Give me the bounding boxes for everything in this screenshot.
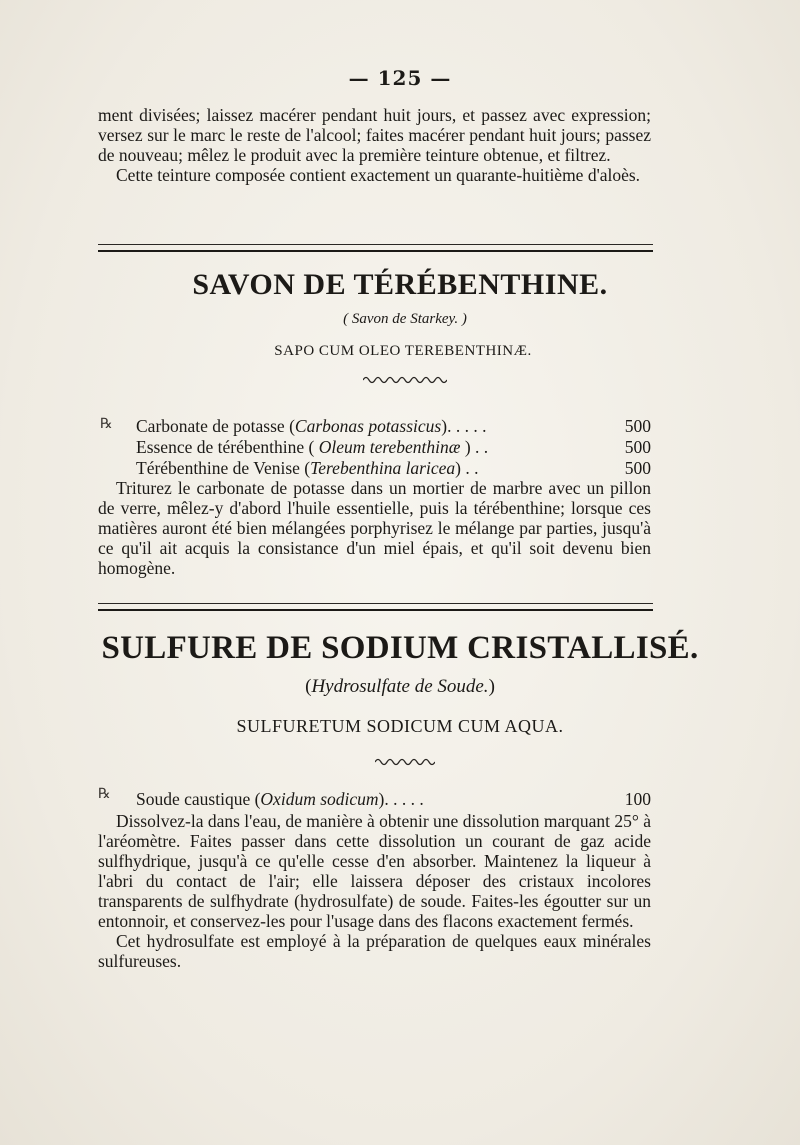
- section1-title: SAVON DE TÉRÉBENTHINE.: [192, 268, 608, 301]
- section2-title: SULFURE DE SODIUM CRISTALLISÉ.: [101, 630, 699, 666]
- section2-subtitle: (Hydrosulfate de Soude.): [305, 676, 495, 697]
- page-number: — 125 —: [348, 66, 452, 90]
- ingredient-quantity: 100: [624, 789, 651, 809]
- intro-paragraph-2: Cette teinture composée contient exactement un quarante-huitième d'aloès.: [116, 165, 641, 185]
- intro-text: [98, 105, 651, 185]
- section1-instructions: Triturez le carbonate de potasse dans un mortier de marbre avec un pillon de verre, mêlez-y d'abord l'huile essentielle, puis la térébenthine; lorsque ces matières auront été bien mélangées porphyrisez le mélange par parties, jusqu'à ce qu'il ait acquis la consistance d'un miel épais, et qu'il soit devenu bien homogène.: [98, 478, 651, 578]
- ingredient-name: Carbonate de potasse (Carbonas potassicus). . . . .: [136, 416, 487, 436]
- section2-ingredients: [98, 789, 653, 810]
- section1-subtitle: ( Savon de Starkey. ): [343, 311, 467, 327]
- ingredient-row: [98, 437, 653, 458]
- section-divider-1: [98, 244, 653, 252]
- recipe-symbol-icon: ℞: [100, 416, 113, 432]
- section2-latin-title: SULFURETUM SODICUM CUM AQUA.: [236, 716, 564, 736]
- ingredient-quantity: 500: [624, 437, 651, 457]
- intro-paragraph-1: ment divisées; laissez macérer pendant huit jours, et passez avec expression; versez sur le marc le reste de l'alcool; faites macérer pendant huit jours; passez de nouveau; mêlez le produit avec la première teinture obtenue, et filtrez.: [98, 105, 651, 165]
- ingredient-row: [98, 416, 653, 437]
- section2-ornament: [0, 752, 800, 771]
- ingredient-quantity: 500: [624, 458, 651, 478]
- section1-ornament: [0, 370, 800, 389]
- section2-note: Cet hydrosulfate est employé à la préparation de quelques eaux minérales sulfureuses.: [98, 931, 651, 971]
- wavy-ornament-icon: [375, 757, 435, 767]
- ingredient-name: Térébenthine de Venise (Terebenthina laricea) . .: [136, 458, 479, 478]
- wavy-ornament-icon: [363, 375, 447, 385]
- ingredient-row: [98, 789, 653, 810]
- ingredient-name: Essence de térébenthine ( Oleum terebenthinæ ) . .: [136, 437, 489, 457]
- ingredient-row: [98, 458, 653, 479]
- section2-instructions: Dissolvez-la dans l'eau, de manière à obtenir une dissolution marquant 25° à l'aréomètre. Faites passer dans cette dissolution un courant de gaz acide sulfhydrique, jusqu'à ce qu'elle cesse d'en absorber. Maintenez la liqueur à l'abri du contact de l'air; elle laissera déposer des cristaux incolores transparents de sulfhydrate (hydrosulfate) de soude. Faites-les égoutter sur un entonnoir, et conservez-les pour l'usage dans des flacons exactement fermés. Cet hydrosulfate est employé à la préparation de quelques eaux minérales sulfureuses.: [98, 811, 651, 971]
- section1-latin-title: SAPO CUM OLEO TEREBENTHINÆ.: [274, 343, 532, 359]
- section-divider-2: [98, 603, 653, 611]
- recipe-symbol-icon: ℞: [98, 786, 111, 802]
- ingredient-quantity: 500: [624, 416, 651, 436]
- ingredient-name: Soude caustique (Oxidum sodicum). . . . .: [136, 789, 424, 809]
- section1-ingredients: [98, 416, 653, 479]
